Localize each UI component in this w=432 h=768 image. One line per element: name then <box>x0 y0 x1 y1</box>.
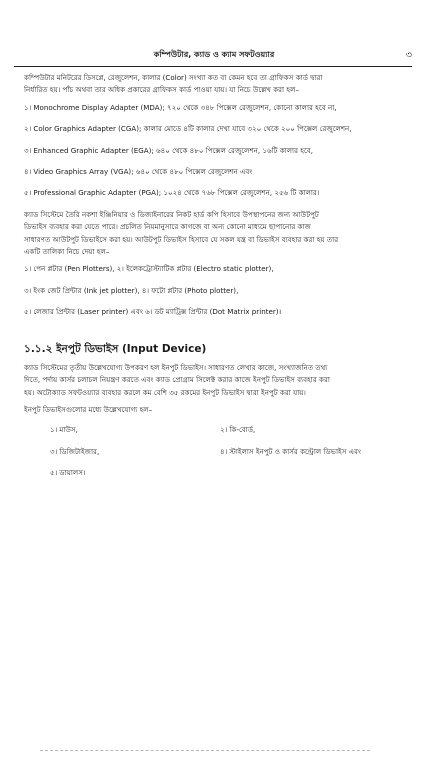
output-device-item: ১। পেন প্লটার (Pen Plotters), ২। ইলেকট্রোস্ট্যাটিক প্লটার (Electro static plotter), <box>24 264 274 274</box>
page-header <box>16 49 412 63</box>
page-number: ৩ <box>405 50 412 61</box>
input-paragraph-line: হয়। অটোক্যাড সফটওয়্যার ব্যবহার করলে কম বেশি ৩৫ রকমের ইনপুট ডিভাইস দ্বারা ইনপুট করা যায়। <box>24 387 306 397</box>
input-paragraph-line: ক্যাড সিস্টেমের তৃতীয় উল্লেখযোগ্য উপকরণ হল ইনপুট ডিভাইস। সাধারণত লেখার কাজে, সংখ্যাজনিত তথ্য <box>24 362 328 372</box>
adapter-item: ৪। Video Graphics Array (VGA); ৬৪০ থেকে ৪৮০ পিক্সেল রেজুলেশন এবং <box>24 167 253 177</box>
header-divider <box>14 66 412 67</box>
running-title: কম্পিউটার, ক্যাড ও ক্যাম সফটওয়্যার <box>153 50 275 59</box>
input-device-item: ৫। ডায়ালস। <box>50 468 86 478</box>
input-device-item: ২। কি-বোর্ড, <box>220 425 256 435</box>
output-device-item: ৩। ইংক জেট প্রিন্টার (Ink jet plotter), ৪। ফটো প্লটার (Photo plotter), <box>24 285 239 295</box>
adapter-item: ১। Monochrome Display Adapter (MDA); ৭২০ থেকে ৩৪৮ পিক্সেল রেজুলেশন, কোনো কালার হবে না, <box>24 102 337 112</box>
output-paragraph-line: একটি তালিকা নিচে দেয়া হল– <box>24 247 110 257</box>
input-device-item: ১। মাউস, <box>50 425 78 435</box>
output-device-item: ৫। লেজার প্রিন্টার (Laser printer) এবং ৬। ডট ম্যাট্রিক্স প্রিন্টার (Dot Matrix printer)। <box>24 307 282 317</box>
intro-line: কম্পিউটার মনিটরের ডিসপ্লে, রেজুলেশন, কালার (Color) সংখ্যা কত বা কেমন হবে তা গ্রাফিকস কার্ড দ্বারা <box>24 73 323 82</box>
input-device-item: ৩। ডিজিটাইজার, <box>50 446 100 456</box>
output-paragraph-line: ডিভাইস ব্যবহার করা যেতে পারে। প্রচলিত নিয়মানুসারে কাগজে বা অন্য কোনো মাধ্যমে ছাপানোর কাজ <box>24 222 311 232</box>
intro-line: নির্ধারিত হয়। পাঁচ অথবা তার অধিক প্রকারের গ্রাফিকস কার্ড পাওয়া যায়। যা নিচে উল্লেখ করা হল– <box>24 85 299 95</box>
input-device-list <box>50 424 422 479</box>
input-list-intro: ইনপুট ডিভাইসগুলোর মধ্যে উল্লেখযোগ্য হল– <box>24 404 153 414</box>
output-paragraph-line: সাধারণত আউটপুট ডিভাইসে করা হয়। আউটপুট ডিভাইস হিসাবে যে সকল যন্ত্র বা ডিভাইস ব্যবহার করা হয় তার <box>24 234 339 244</box>
input-device-item: ৪। স্টাইলাস ইনপুট ও কার্সর কন্ট্রোল ডিভাইস এবং <box>220 446 362 456</box>
adapter-item: ২। Color Graphics Adapter (CGA); কালার মোডে ৪টি কালার দেখা যাবে ৩২০ থেকে ২০০ পিক্সেল রেজুলেশন, <box>24 124 352 134</box>
adapter-item: ৫। Professional Graphic Adapter (PGA); ১০২৪ থেকে ৭৬৮ পিক্সেল রেজুলেশন, ২৫৬ টি কালার। <box>24 188 320 198</box>
adapter-item: ৩। Enhanced Graphic Adapter (EGA); ৬৪০ থেকে ৪৮০ পিক্সেল রেজুলেশন, ১৬টি কালার হবে, <box>24 145 314 155</box>
section-heading: ১.১.২ ইনপুট ডিভাইস (Input Device) <box>24 342 207 355</box>
footer-divider <box>40 750 370 751</box>
input-paragraph-line: দিতে, পর্দায় কার্সর চলাচল নিয়ন্ত্রণ করতে এবং ক্যাড প্রোগ্রাম সিলেক্ট করার কাজে ইনপুট ডিভাইস ব্যবহার করা <box>24 375 330 385</box>
output-paragraph-line: ক্যাড সিস্টেমে তৈরি নকশা ইঞ্জিনিয়ার ও ডিজাইনারের নিকট হার্ড কপি হিসাবে উপস্থাপনের জন্য আউটপুট <box>24 209 319 219</box>
page-body <box>24 72 422 480</box>
